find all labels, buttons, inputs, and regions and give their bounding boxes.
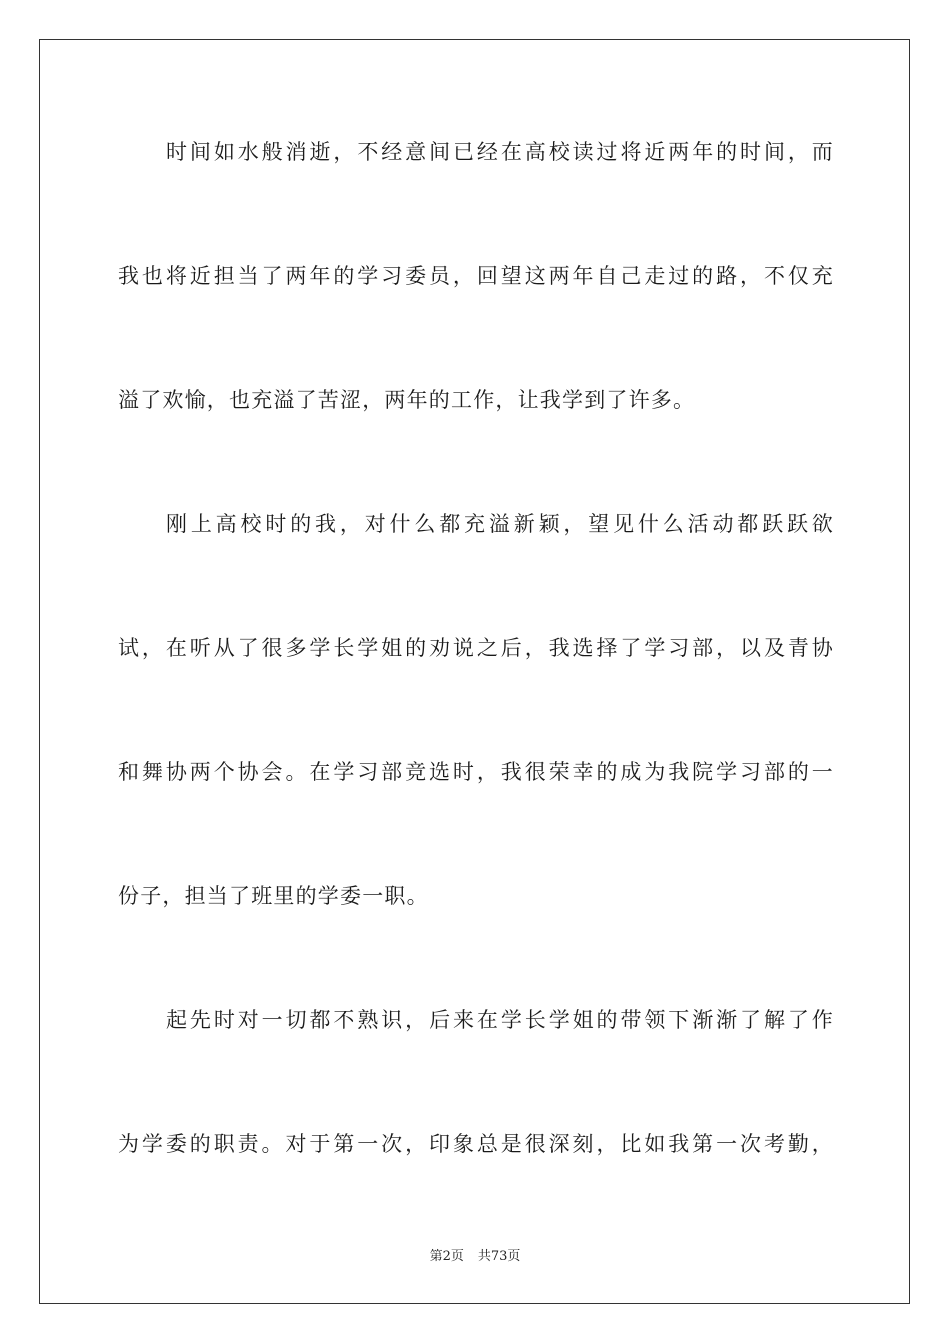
paragraph-3-line-2: 为学委的职责。对于第一次，印象总是很深刻，比如我第一次考勤， xyxy=(118,1132,834,1156)
total-pages-label: 共73页 xyxy=(477,1249,521,1264)
current-page-label: 第2页 xyxy=(429,1249,464,1264)
paragraph-2-line-1: 刚上高校时的我，对什么都充溢新颖，望见什么活动都跃跃欲 xyxy=(166,512,834,536)
paragraph-1-line-1: 时间如水般消逝，不经意间已经在高校读过将近两年的时间，而 xyxy=(166,140,834,164)
paragraph-2-line-3: 和舞协两个协会。在学习部竞选时，我很荣幸的成为我院学习部的一 xyxy=(118,760,834,784)
paragraph-1-line-3: 溢了欢愉，也充溢了苦涩，两年的工作，让我学到了许多。 xyxy=(118,388,696,412)
page-border xyxy=(39,39,910,1304)
paragraph-1-line-2: 我也将近担当了两年的学习委员，回望这两年自己走过的路，不仅充 xyxy=(118,264,834,288)
page-footer xyxy=(0,1248,950,1266)
paragraph-2-line-2: 试，在听从了很多学长学姐的劝说之后，我选择了学习部，以及青协 xyxy=(118,636,834,660)
paragraph-2-line-4: 份子，担当了班里的学委一职。 xyxy=(118,884,429,908)
paragraph-3-line-1: 起先时对一切都不熟识，后来在学长学姐的带领下渐渐了解了作 xyxy=(166,1008,834,1032)
